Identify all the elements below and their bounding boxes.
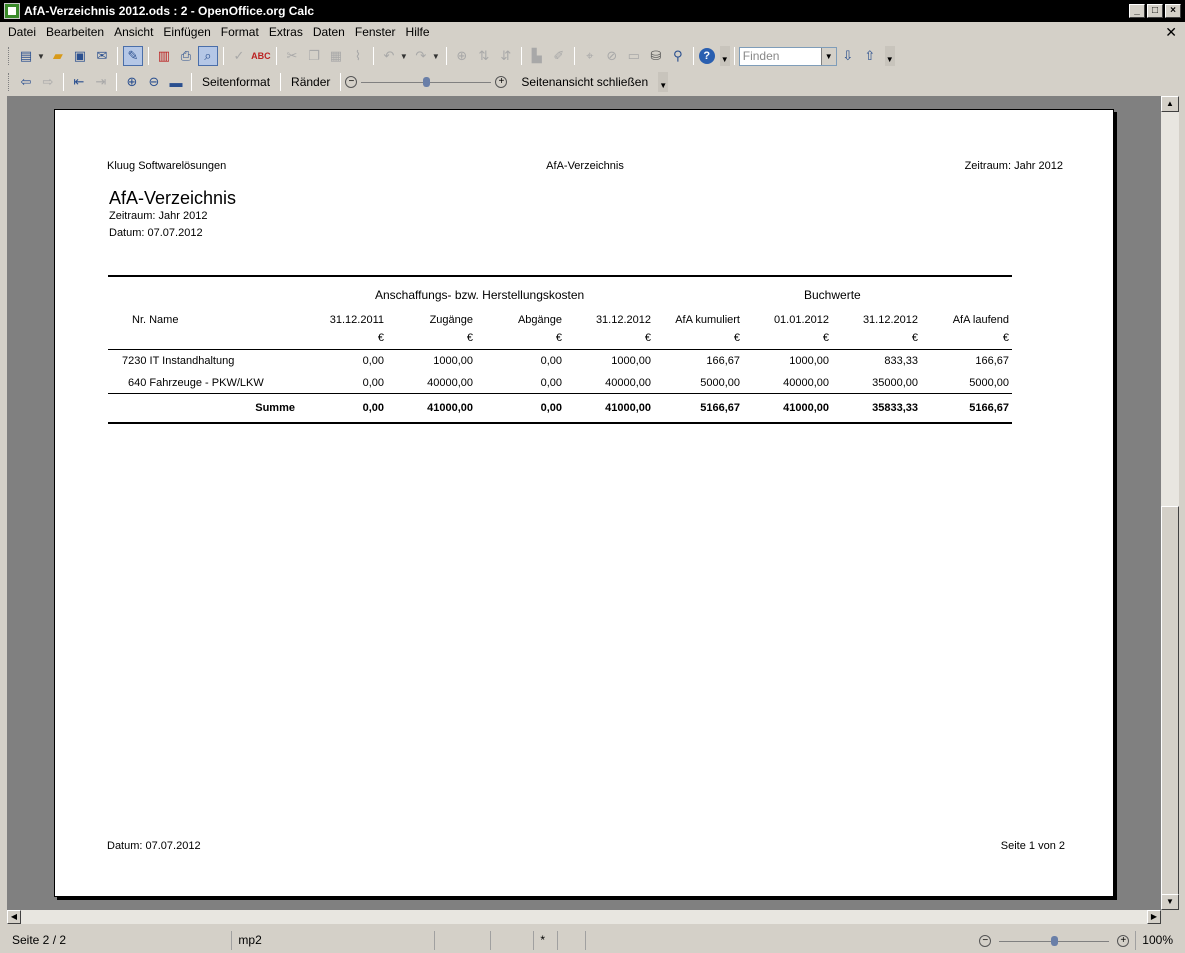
row-value: 0,00 [540,377,562,389]
redo-icon[interactable]: ↷ [415,48,427,63]
export-pdf-icon[interactable]: ▥ [157,48,171,63]
currency-symbol: € [733,332,740,344]
currency-symbol: € [911,332,918,344]
column-header: AfA kumuliert [675,314,740,326]
standard-toolbar [0,43,1185,69]
menu-einfuegen[interactable]: Einfügen [163,25,211,39]
row-value: 40000,00 [783,377,829,389]
menu-datei[interactable]: Datei [8,25,37,39]
footer-date: Datum: 07.07.2012 [107,840,201,852]
previous-page-icon[interactable]: ⇦ [20,74,32,89]
sum-value: 41000,00 [427,402,473,414]
status-modified: * [534,931,558,950]
scaling-slider-knob[interactable] [423,77,430,87]
status-zoom-control [979,933,1129,949]
column-header: 31.12.2011 [329,314,384,326]
full-screen-icon[interactable]: ▬ [169,74,183,90]
find-toolbar-overflow-icon[interactable]: ▼ [885,46,895,66]
page-preview-icon[interactable]: ⌕ [198,46,218,66]
hyperlink-icon[interactable]: ⊕ [456,48,468,63]
column-header-nr-name: Nr. Name [132,314,179,326]
row-value: 35000,00 [872,377,918,389]
row-value: 5000,00 [969,377,1009,389]
new-document-icon[interactable]: ▤ [19,48,33,63]
zoom-icon[interactable]: ⚲ [673,48,683,63]
menu-daten[interactable]: Daten [312,25,345,39]
menu-hilfe[interactable]: Hilfe [405,25,430,39]
currency-symbol: € [377,332,384,344]
currency-symbol: € [466,332,473,344]
row-value: 166,67 [706,355,740,367]
scroll-up-icon[interactable]: ▲ [1161,96,1179,112]
open-folder-icon[interactable]: ▰ [52,48,63,63]
group-header-cost: Anschaffungs- bzw. Herstellungskosten [375,288,585,302]
sum-value: 0,00 [540,402,562,414]
group-header-book: Buchwerte [804,288,861,302]
table-bottom-rule [108,422,1012,424]
sum-value: 0,00 [362,402,384,414]
currency-symbol: € [644,332,651,344]
column-header: 31.12.2012 [862,314,918,326]
redo-dropdown-icon[interactable]: ▼ [431,51,440,61]
status-zoom-out-icon[interactable]: − [979,935,991,947]
status-page: Seite 2 / 2 [0,931,232,950]
status-zoom-in-icon[interactable]: + [1117,935,1129,947]
find-next-icon[interactable]: ⇩ [842,48,854,63]
page-format-button[interactable]: Seitenformat [202,75,271,89]
autospellcheck-icon[interactable]: ABC [251,51,271,61]
find-placeholder: Finden [742,49,780,63]
close-document-icon[interactable]: ✕ [1165,24,1177,40]
print-icon[interactable]: ⎙ [180,48,192,63]
spellcheck-icon[interactable]: ✓ [233,48,245,63]
scaling-decrease-icon[interactable]: − [345,76,357,88]
scroll-down-icon[interactable]: ▼ [1161,894,1179,910]
status-zoom-value[interactable]: 100% [1135,931,1185,950]
scroll-right-icon[interactable]: ▶ [1147,910,1161,924]
status-zoom-knob[interactable] [1051,936,1058,946]
column-header: Abgänge [517,314,562,326]
row-value: 40000,00 [605,377,651,389]
find-previous-icon[interactable]: ⇧ [864,48,876,63]
status-zoom-slider[interactable] [999,933,1109,949]
row-value: 0,00 [362,377,384,389]
sort-ascending-icon[interactable]: ⇅ [478,48,490,63]
page-preview-toolbar [0,69,1185,95]
row-label: 7230 IT Instandhaltung [122,355,235,367]
next-page-icon[interactable]: ⇨ [42,74,54,89]
close-window-button[interactable]: × [1165,4,1181,18]
preview-toolbar-overflow-icon[interactable]: ▼ [658,72,668,92]
undo-icon[interactable]: ↶ [383,48,395,63]
row-value: 0,00 [540,355,562,367]
copy-icon[interactable]: ❐ [308,48,320,63]
last-page-icon[interactable]: ⇥ [95,74,107,89]
currency-symbol: € [555,332,562,344]
sum-value: 41000,00 [783,402,829,414]
document-date: Datum: 07.07.2012 [109,227,203,239]
row-value: 166,67 [975,355,1009,367]
row-value: 0,00 [362,355,384,367]
cut-icon[interactable]: ✂ [286,48,298,63]
clone-formatting-icon[interactable]: ⌇ [354,48,362,63]
undo-dropdown-icon[interactable]: ▼ [399,51,408,61]
find-dropdown-icon[interactable]: ▼ [821,48,836,65]
header-period: Zeitraum: Jahr 2012 [964,160,1063,172]
menu-format[interactable]: Format [220,25,259,39]
maximize-button[interactable]: □ [1147,4,1163,18]
menu-bar [0,22,1185,42]
title-bar [0,0,1185,22]
scaling-slider[interactable] [361,74,491,90]
scaling-increase-icon[interactable]: + [495,76,507,88]
preview-area [7,96,1161,910]
chart-icon[interactable]: ▙ [531,48,542,63]
vertical-scroll-thumb[interactable] [1161,506,1179,896]
footer-page-number: Seite 1 von 2 [1000,840,1065,852]
column-header: AfA laufend [952,314,1009,326]
navigator-icon[interactable]: ⊘ [606,48,618,63]
window-title: AfA-Verzeichnis 2012.ods : 2 - OpenOffice.org Calc [24,4,315,18]
header-rule [108,349,1012,350]
data-sources-icon[interactable]: ⛁ [650,48,662,63]
toolbar-grip[interactable] [8,73,11,91]
first-page-icon[interactable]: ⇤ [73,74,85,89]
scroll-left-icon[interactable]: ◀ [7,910,21,924]
gallery-icon[interactable]: ▭ [627,48,640,63]
show-draw-functions-icon[interactable]: ✐ [553,48,565,63]
find-input[interactable] [739,47,837,66]
edit-file-icon[interactable]: ✎ [123,46,143,66]
horizontal-scrollbar[interactable] [7,910,1161,924]
menu-bearbeiten[interactable]: Bearbeiten [46,25,105,39]
margins-button[interactable]: Ränder [291,75,331,89]
zoom-in-icon[interactable]: ⊕ [126,74,138,89]
sort-descending-icon[interactable]: ⇵ [500,48,512,63]
status-sum [586,931,975,950]
sum-value: 41000,00 [605,402,651,414]
row-value: 1000,00 [433,355,473,367]
menu-ansicht[interactable]: Ansicht [114,25,154,39]
status-insert-mode[interactable] [491,931,535,950]
header-title: AfA-Verzeichnis [546,160,624,172]
header-company: Kluug Softwarelösungen [107,160,227,172]
new-dropdown-icon[interactable]: ▼ [37,51,45,61]
column-header: Zugänge [429,314,473,326]
vertical-scrollbar[interactable] [1161,96,1179,910]
row-label: 640 Fahrzeuge - PKW/LKW [128,377,264,389]
column-header: 31.12.2012 [595,314,651,326]
menu-fenster[interactable]: Fenster [354,25,396,39]
email-icon[interactable]: ✉ [96,48,108,63]
sum-value: 5166,67 [969,402,1009,414]
minimize-button[interactable]: _ [1129,4,1145,18]
paste-icon[interactable]: ▦ [329,48,343,63]
row-value: 40000,00 [427,377,473,389]
save-icon[interactable]: ▣ [73,48,87,63]
zoom-out-icon[interactable]: ⊖ [148,74,160,89]
document-title: AfA-Verzeichnis [109,188,237,208]
close-preview-button[interactable]: Seitenansicht schließen [521,75,649,89]
currency-symbol: € [1002,332,1009,344]
sum-label: Summe [255,402,295,414]
sum-value: 35833,33 [872,402,918,414]
currency-symbol: € [822,332,829,344]
sum-value: 5166,67 [700,402,740,414]
row-value: 1000,00 [611,355,651,367]
table-top-rule [108,275,1012,277]
calc-app-icon [4,3,20,19]
toolbar-overflow-icon[interactable]: ▼ [720,46,730,66]
status-zoom-box [435,931,491,950]
status-bar [0,928,1185,953]
help-icon[interactable]: ? [699,48,715,64]
row-value: 5000,00 [700,377,740,389]
row-value: 1000,00 [789,355,829,367]
preview-page [54,109,1114,897]
find-replace-icon[interactable]: ⌖ [586,48,594,63]
sum-rule [108,393,1012,394]
row-value: 833,33 [884,355,918,367]
toolbar-grip[interactable] [8,47,11,65]
status-page-style[interactable]: mp2 [232,931,435,950]
document-period: Zeitraum: Jahr 2012 [109,210,208,222]
column-header: 01.01.2012 [773,314,829,326]
status-signature[interactable] [558,931,586,950]
menu-extras[interactable]: Extras [268,25,303,39]
